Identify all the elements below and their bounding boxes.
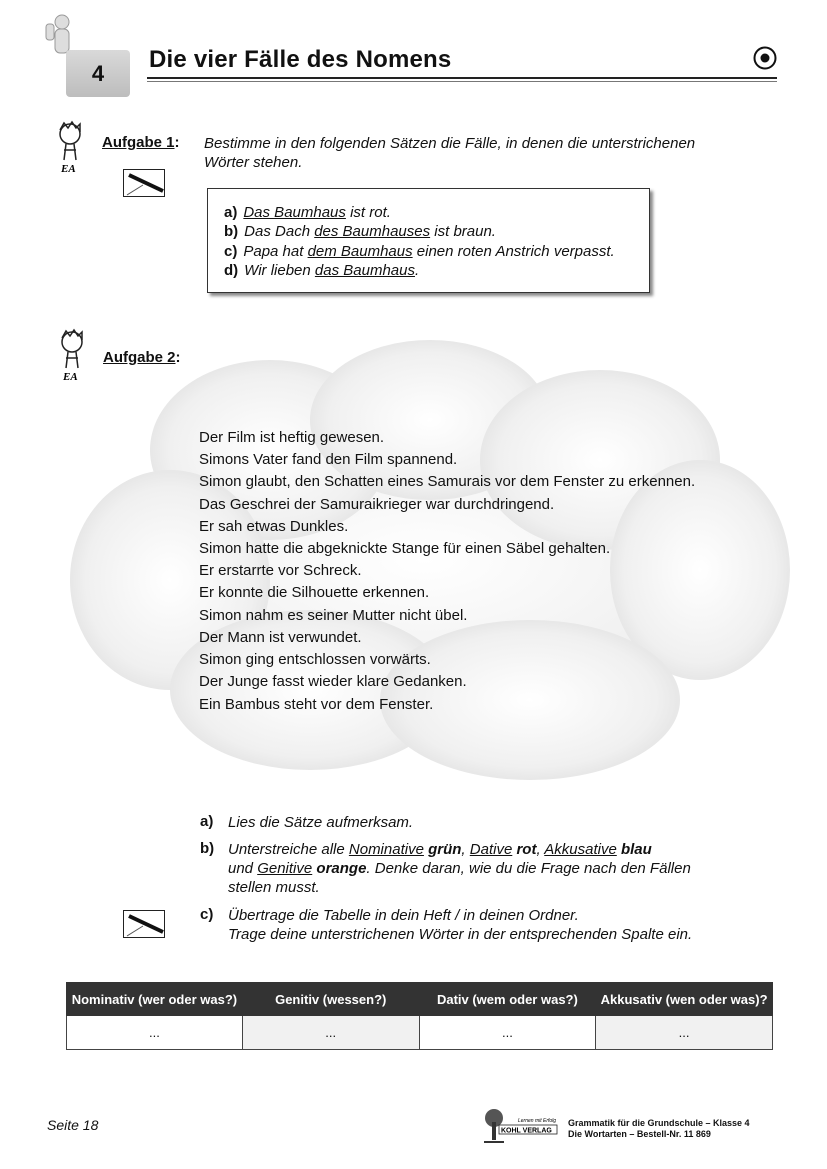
task1-sentence-a: a) Das Baumhaus ist rot. [224, 204, 391, 221]
task1-sentence-b: b) Das Dach des Baumhauses ist braun. [224, 223, 496, 240]
chapter-number-badge [66, 50, 130, 97]
table-header-nominativ: Nominativ (wer oder was?) [67, 983, 243, 1016]
page-title: Die vier Fälle des Nomens [149, 46, 452, 73]
task1-instruction [204, 134, 695, 172]
chapter-number: 4 [91, 60, 105, 86]
case-table [66, 982, 773, 1050]
table-row [67, 1016, 773, 1050]
instruction-c-text: Übertrage die Tabelle in dein Heft / in deinen Ordner. Trage deine unterstrichenen Wörter in der entsprechenden Spalte ein. [228, 907, 693, 943]
cloud-sentence: Simon nahm es seiner Mutter nicht übel. [199, 607, 468, 624]
task1-label: Aufgabe 1 [102, 134, 175, 151]
task1-sentence-d: d) Wir lieben das Baumhaus. [224, 262, 420, 279]
footer-line2: Die Wortarten – Bestell-Nr. 11 869 [568, 1129, 711, 1139]
table-header-dativ: Dativ (wem oder was?) [419, 983, 596, 1016]
cloud-sentence: Das Geschrei der Samuraikrieger war durchdringend. [199, 496, 555, 513]
footer-line1: Grammatik für die Grundschule – Klasse 4 [568, 1118, 750, 1128]
task2-heading [103, 349, 181, 367]
cloud-sentence: Simon hatte die abgeknickte Stange für einen Säbel gehalten. [199, 540, 611, 557]
table-cell: ... [596, 1016, 773, 1050]
task2-colon: : [175, 349, 181, 366]
task1-sentence-box [207, 188, 650, 293]
cloud-sentence: Ein Bambus steht vor dem Fenster. [199, 696, 434, 713]
table-cell: ... [67, 1016, 243, 1050]
ea-student-icon [52, 120, 92, 176]
ea-icon-text-2: EA [63, 371, 78, 383]
ea-student-icon-2 [54, 328, 94, 384]
instruction-a-text: Lies die Sätze aufmerksam. [228, 814, 414, 831]
logo-name: KOHL VERLAG [501, 1127, 552, 1135]
pen-writing-icon [123, 169, 165, 197]
footer-info [568, 1118, 750, 1140]
task1-instruction-line2: Wörter stehen. [204, 154, 303, 171]
table-header-genitiv: Genitiv (wessen?) [242, 983, 419, 1016]
cloud-sentence: Simon glaubt, den Schatten eines Samurais vor dem Fenster zu erkennen. [199, 473, 696, 490]
table-cell: ... [242, 1016, 419, 1050]
title-rule-thin [147, 81, 777, 82]
ea-icon-text: EA [61, 163, 76, 175]
instruction-c-letter: c) [200, 906, 214, 923]
title-rule [147, 77, 777, 79]
target-icon [753, 46, 777, 70]
table-header-row [67, 983, 773, 1016]
cloud-sentence: Der Junge fasst wieder klare Gedanken. [199, 673, 467, 690]
task1-instruction-line1: Bestimme in den folgenden Sätzen die Fälle, in denen die unterstrichenen [204, 135, 696, 152]
instruction-a-letter: a) [200, 813, 214, 830]
cloud-sentence: Er erstarrte vor Schreck. [199, 562, 362, 579]
kohl-verlag-logo [482, 1108, 558, 1144]
instruction-b-letter: b) [200, 840, 215, 857]
cloud-sentence: Er sah etwas Dunkles. [199, 518, 349, 535]
task1-colon: : [174, 134, 180, 151]
cloud-sentence: Simons Vater fand den Film spannend. [199, 451, 458, 468]
instruction-b-text: Unterstreiche alle Nominative grün, Dative rot, Akkusative blau und Genitive orange. Denke daran, wie du die Frage nach den Fällen stellen musst. [228, 841, 691, 896]
task2-label: Aufgabe 2 [103, 349, 176, 366]
table-header-akkusativ: Akkusativ (wen oder was)? [596, 983, 773, 1016]
cloud-background [60, 330, 790, 790]
cloud-sentence: Simon ging entschlossen vorwärts. [199, 651, 431, 668]
cloud-sentence: Der Mann ist verwundet. [199, 629, 362, 646]
table-cell: ... [419, 1016, 596, 1050]
page-number: Seite 18 [47, 1117, 99, 1133]
logo-tagline: Lernen mit Erfolg [518, 1118, 557, 1124]
task1-sentence-c: c) Papa hat dem Baumhaus einen roten Anstrich verpasst. [224, 243, 615, 260]
cloud-sentence: Der Film ist heftig gewesen. [199, 429, 385, 446]
pen-writing-icon-2 [123, 910, 165, 938]
task1-heading [102, 134, 180, 152]
cloud-sentence: Er konnte die Silhouette erkennen. [199, 584, 430, 601]
